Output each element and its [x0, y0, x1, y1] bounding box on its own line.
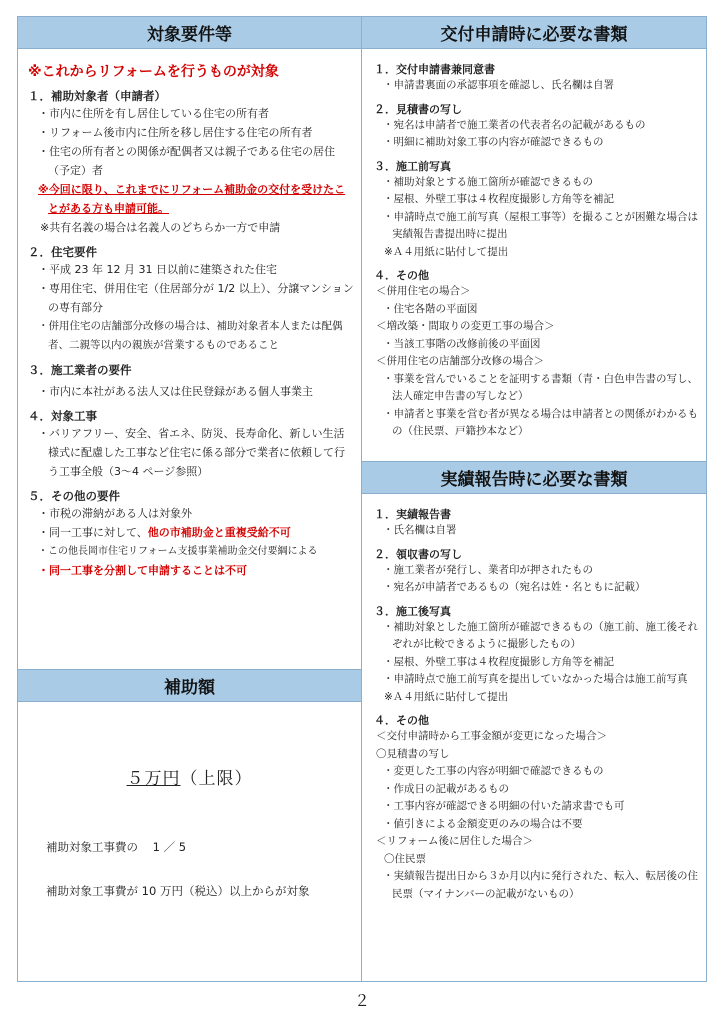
group-label: ＜交付申請時から工事金額が変更になった場合＞	[376, 730, 607, 742]
list-item: ・実績報告提出日から３か月以内に発行された、転入、転居後の住民票（マイナンバーの記載がないもの）	[383, 870, 698, 900]
subsidy-condition: 補助対象工事費が 10 万円（税込）以上からが対象	[46, 884, 310, 898]
section-title: ３．施工後写真	[374, 604, 451, 618]
a4-paste-note: ※Ａ４用紙に貼付して提出	[384, 690, 509, 703]
list-item: ・補助対象とした施工箇所が確認できるもの（施工前、施工後それぞれが比較できるように撮影したもの）	[383, 620, 698, 650]
list-item: ・補助対象とする施工箇所が確認できるもの	[383, 175, 593, 188]
group-label: ＜増改築・間取りの変更工事の場合＞	[376, 320, 555, 332]
list-item: ・屋根、外壁工事は４枚程度撮影し方角等を補記	[383, 655, 614, 668]
section-housing-title: ２．住宅要件	[28, 245, 97, 259]
section-title: ３．施工前写真	[374, 159, 451, 173]
list-item: ・申請者と事業を営む者が異なる場合は申請者との関係がわかるもの（住民票、戸籍抄本など）	[383, 407, 698, 437]
group-label: ＜リフォーム後に居住した場合＞	[376, 835, 533, 847]
no-split-application: ・同一工事を分割して申請することは不可	[38, 564, 247, 577]
section-title: ４．その他	[374, 269, 429, 282]
subsidy-rate	[46, 839, 361, 855]
list-item: ・宛名は申請者で施工業者の代表者名の記載があるもの	[383, 118, 646, 131]
list-item: ・氏名欄は自署	[383, 524, 457, 536]
list-item: ・市税の滞納がある人は対象外	[38, 507, 192, 520]
section-title: ２．領収書の写し	[374, 547, 462, 561]
section-title: １．交付申請書兼同意書	[374, 63, 495, 76]
subsidy-header: 補助額	[18, 670, 361, 702]
report-docs-panel	[361, 461, 707, 982]
section-works-title: ４．対象工事	[28, 409, 97, 423]
list-item-text: ・同一工事に対して、	[38, 526, 148, 539]
no-double-subsidy: 他の市補助金と重複受給不可	[147, 526, 291, 539]
list-item: ・宛名が申請者であるもの（宛名は姓・名ともに記載）	[383, 581, 646, 593]
target-headline: ※これからリフォームを行うものが対象	[28, 64, 279, 80]
list-item: ・値引きによる金額変更のみの場合は不要	[383, 817, 583, 830]
requirements-header: 対象要件等	[18, 17, 361, 49]
amount-suffix: （上限）	[180, 769, 253, 789]
list-item: ・作成日の記載があるもの	[383, 782, 509, 795]
list-item: ・申請時点で施工前写真（屋根工事等）を撮ることが困難な場合は実績報告書提出時に提出	[383, 210, 698, 240]
group-label: ＜併用住宅の場合＞	[376, 285, 471, 297]
group-label: ＜併用住宅の店舗部分改修の場合＞	[376, 355, 544, 367]
section-title: ２．見積書の写し	[374, 102, 462, 116]
application-docs-panel	[361, 16, 707, 462]
group-head: 〇住民票	[384, 852, 426, 865]
rate-label: 補助対象工事費の	[46, 840, 138, 854]
list-item: ・当該工事階の改修前後の平面図	[383, 337, 541, 350]
list-item: ・この他長岡市住宅リフォーム支援事業補助金交付要綱による	[38, 546, 318, 557]
amount-value: ５万円	[126, 769, 181, 789]
list-item: ・バリアフリー、安全、省エネ、防災、長寿命化、新しい生活様式に配慮した工事など住宅に係る部分で業者に依頼して行う工事全般（3～4 ページ参照）	[38, 427, 345, 478]
page-number: ２	[353, 991, 370, 1010]
list-item: ・申請書裏面の承認事項を確認し、氏名欄は自署	[383, 79, 614, 91]
section-other-title: ５．その他の要件	[28, 489, 120, 503]
list-item	[18, 523, 361, 542]
list-item: ・平成 23 年 12 月 31 日以前に建築された住宅	[38, 263, 277, 276]
rate-value: 1 ／ 5	[152, 840, 187, 854]
report-docs-header: 実績報告時に必要な書類	[362, 462, 706, 494]
group-head: 〇見積書の写し	[376, 747, 450, 760]
list-item: ・施工業者が発行し、業者印が押されたもの	[383, 563, 593, 576]
application-docs-header: 交付申請時に必要な書類	[362, 17, 706, 49]
list-item: ・住宅各階の平面図	[383, 302, 478, 315]
section-applicant-title: １．補助対象者（申請者）	[28, 89, 166, 103]
list-item: ・リフォーム後市内に住所を移し居住する住宅の所有者	[38, 126, 313, 139]
list-item: ・専用住宅、併用住宅（住居部分が 1/2 以上）、分譲マンションの専有部分	[38, 282, 354, 314]
list-item: ・変更した工事の内容が明細で確認できるもの	[383, 765, 604, 777]
subsidy-panel	[17, 669, 362, 982]
requirements-panel	[17, 16, 362, 670]
section-contractor-title: ３．施工業者の要件	[28, 363, 132, 377]
list-item: ・市内に本社がある法人又は住民登録がある個人事業主	[38, 385, 313, 398]
section-title: １．実績報告書	[374, 508, 451, 521]
shared-ownership-note: ※共有名義の場合は名義人のどちらか一方で申請	[40, 221, 281, 234]
section-title: ４．その他	[374, 714, 429, 727]
red-note: ※今回に限り、これまでにリフォーム補助金の交付を受けたことがある方も申請可能。	[38, 183, 346, 215]
subsidy-amount	[18, 764, 361, 789]
a4-paste-note: ※Ａ４用紙に貼付して提出	[384, 245, 509, 258]
list-item: ・市内に住所を有し居住している住宅の所有者	[38, 107, 269, 120]
list-item: ・事業を営んでいることを証明する書類（青・白色申告書の写し、法人確定申告書の写しなど）	[383, 372, 698, 402]
list-item: ・明細に補助対象工事の内容が確認できるもの	[383, 136, 604, 148]
list-item: ・申請時点で施工前写真を提出していなかった場合は施工前写真	[383, 673, 688, 685]
list-item: ・住宅の所有者との関係が配偶者又は親子である住宅の居住（予定）者	[38, 145, 335, 177]
list-item: ・工事内容が確認できる明細の付いた請求書でも可	[383, 800, 625, 812]
list-item: ・屋根、外壁工事は４枚程度撮影し方角等を補記	[383, 193, 614, 205]
list-item: ・併用住宅の店舗部分改修の場合は、補助対象者本人または配偶者、二親等以内の親族が営業するものであること	[38, 320, 343, 351]
